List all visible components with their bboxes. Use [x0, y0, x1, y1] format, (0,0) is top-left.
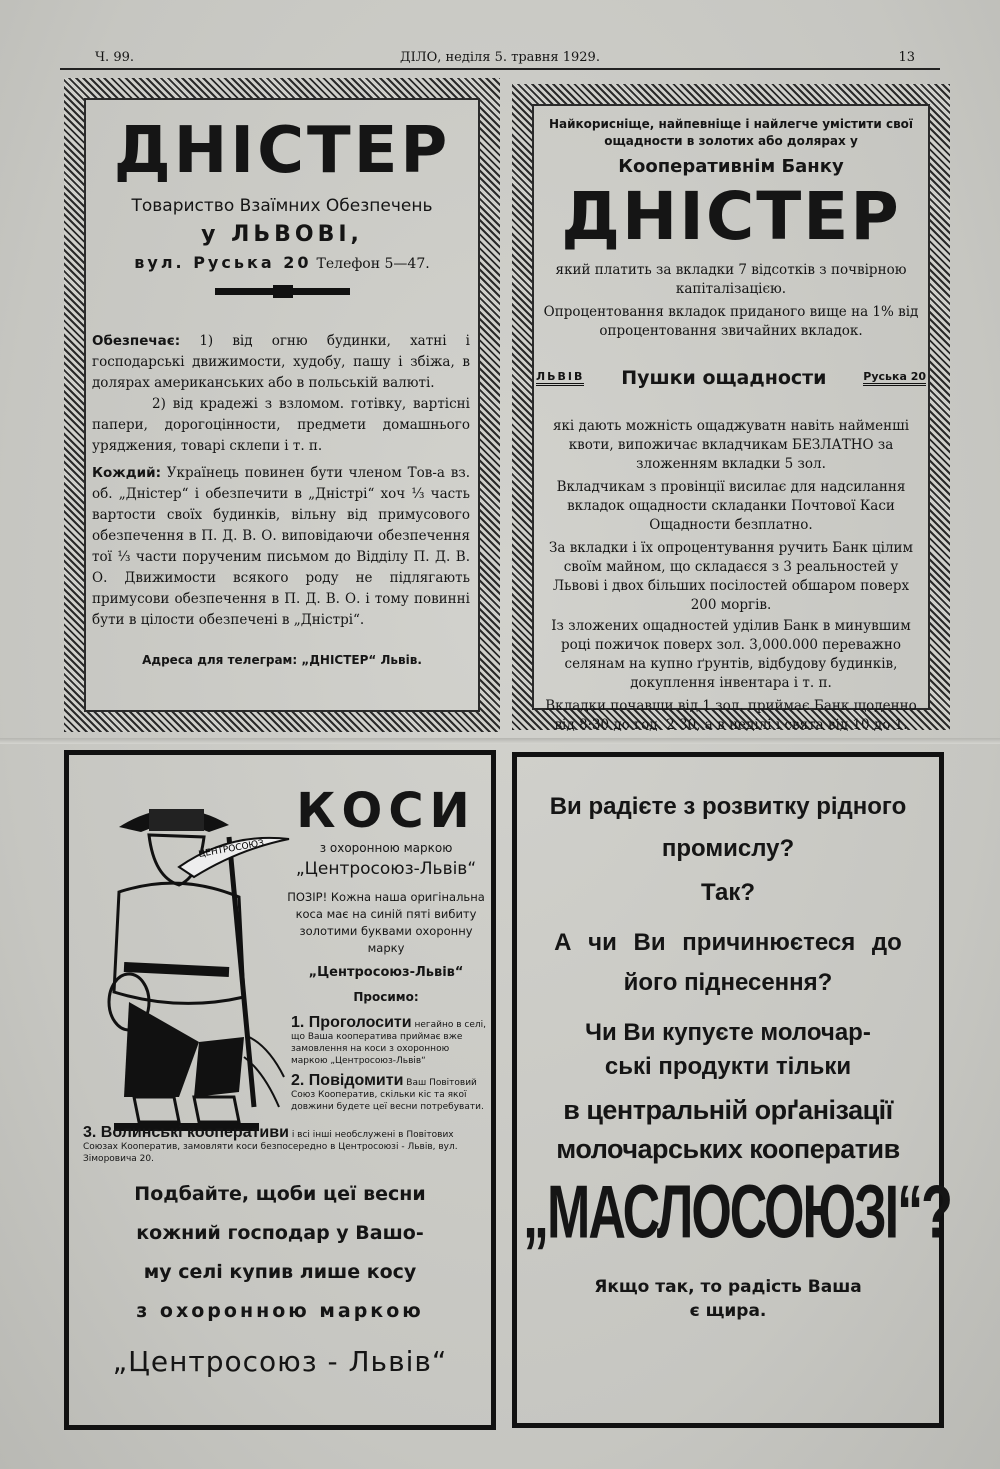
ad3-item-2-text: Ваш Повітовий Союз Кооператив, скільки кіс та якої довжини будете цеї весни потребувати. [291, 1078, 484, 1112]
ad-dnister-insurance [64, 78, 500, 732]
ad2-piggy-heading-row [532, 367, 930, 389]
newspaper-title: ДІЛО, неділя 5. травня 1929. [400, 50, 600, 65]
ad3-slogan-4: з охоронною маркою [136, 1300, 424, 1322]
ad3-title: КОСИ [296, 783, 476, 839]
ad1-telegram: Адреса для телеграм: „ДНІСТЕР“ Львів. [142, 653, 422, 667]
ad2-left-tag: ЛЬВІВ [536, 370, 584, 386]
ad3-brand3: „Центросоюз - Львів“ [112, 1345, 448, 1378]
ad3-pozir: ПОЗІР! Кожна наша оригінальна коса має на синій пяті вибиту золотими буквами охоронну марку [287, 890, 485, 955]
ad-maslosoyuz [512, 752, 951, 1428]
ad4-line-1: Ви радієте з розвитку рідного [549, 793, 907, 820]
ad1-body [84, 331, 480, 631]
ad1-label-3: Кождий: [92, 465, 161, 481]
ad3-slogan-1: Подбайте, щоби цеї весни [134, 1183, 426, 1205]
ad3-prosymo: Просимо: [353, 990, 419, 1004]
farmer-with-scythe-illustration [79, 777, 294, 1147]
ad4-line-6: Чи Ви купуєте молочар- [585, 1019, 871, 1046]
ad3-item-1-head: 1. Проголосити [291, 1014, 412, 1031]
ad-dnister-bank [512, 84, 950, 733]
ad2-body-top [532, 261, 930, 341]
ad4-line-9: молочарських кооператив [556, 1134, 900, 1164]
ad2-intro: Найкорисніще, найпевніще і найлегче умістити свої ощадности в золотих або долярах у [548, 117, 914, 148]
ad1-street: вул. Руська 20 [134, 253, 312, 272]
ad3-item-1 [291, 1014, 487, 1067]
ad1-label-1: Обезпечає: [92, 333, 181, 349]
ad1-para-1 [92, 331, 470, 394]
ad2-right-tag: Руська 20 [863, 370, 926, 386]
ad3-item-3-head: 3. Волинські кооперативи [83, 1124, 289, 1141]
ad3-right-column [287, 785, 485, 1004]
ad3-slogan-3: му селі купив лише косу [143, 1261, 417, 1283]
ad1-subtitle: Товариство Взаїмних Обезпечень [131, 196, 433, 216]
issue-number: Ч. 99. [95, 50, 134, 65]
ad3-sub: з охоронною маркою [319, 841, 453, 855]
ad4-text [523, 793, 951, 1321]
ad3-item-3-text: і всі інші необслужені в Повітових Союзах Кооператив, замовляти коси безпосередно в Центросоюзі - Львів, вул. Зіморовича 20. [83, 1130, 458, 1164]
scythe-brand-label: ЦЕНТРОСОЮЗ [197, 838, 265, 860]
page-fold [0, 738, 1000, 744]
ad1-para-3 [92, 463, 470, 631]
ad4-line-10: „МАСЛОСОЮЗІ“? [523, 1170, 951, 1256]
ad4-line-4: А чи Ви причинюєтеся до [554, 929, 902, 956]
ad3-brand2: „Центросоюз-Львів“ [308, 965, 464, 980]
ad4-line-12: є щира. [689, 1301, 767, 1321]
decorative-rule [215, 288, 350, 295]
ad4-line-2: промислу? [661, 835, 795, 862]
ad2-bank: Кооперативнім Банку [618, 156, 844, 177]
ad2-para-6: Із зложених ощадностей уділив Банк в минувшим році пожичок поверх зол. 3,000.000 переважно селянам на купно ґрунтів, відбудову будинків, докуплення інвентара і т. п. [551, 618, 911, 691]
ad1-para-2: 2) від крадежі з взломом. готівку, вартісні папери, дорогоцінности, предмети домашнього уряджения, товарі склепи і т. п. [92, 396, 470, 454]
ad4-line-3: Так? [700, 879, 756, 906]
ad3-brand: „Центросоюз-Львів“ [295, 859, 477, 879]
ad1-city: у ЛЬВОВІ, [201, 222, 363, 247]
ad4-line-5: його піднесення? [623, 969, 833, 996]
ad3-slogan-2: кожний господар у Вашо- [136, 1222, 424, 1244]
page-number: 13 [898, 50, 915, 65]
ad3-item-1-text: негайно в селі, що Ваша кооператива приймає вже замовлення на коси з охоронною маркою „Центросоюз-Львів“ [291, 1020, 486, 1066]
ad4-line-8: в центральній орґанізації [563, 1095, 893, 1125]
ad2-para-4: Вкладчикам з провінції висилає для надсилання вкладок ощадности складанки Почтової Каси Ощадности безплатно. [556, 479, 906, 533]
ad2-para-7: Вкладки почавши від 1 зол. приймає Банк щоденно від 8·30 до год. 2·30, а в неділі і свята від 10 до 1. [545, 698, 917, 733]
ad3-item-2 [291, 1072, 487, 1113]
ad-scythes [64, 750, 496, 1430]
ad3-item-2-head: 2. Повідомити [291, 1072, 404, 1089]
ad2-heading: Пушки ощадности [621, 367, 827, 389]
ad1-address [84, 253, 480, 272]
ad1-phone: Телефон 5—47. [316, 256, 430, 272]
ad2-body [532, 417, 930, 735]
ad4-line-7: ські продукти тільки [604, 1053, 852, 1080]
ad1-brand: ДНІСТЕР [113, 114, 451, 188]
page-header [60, 48, 940, 70]
ad2-para-2: Опроцентовання вкладок приданого вище на 1% від опроцентовання звичайних вкладок. [543, 304, 919, 339]
ad2-brand: ДНІСТЕР [561, 178, 901, 255]
ad3-slogan [79, 1175, 481, 1331]
ad2-para-5: За вкладки і їх опроцентування ручить Банк цілим своїм майном, що складаєся з 3 реальностей у Львові і двох більших посілостей обшаром поверх 200 моргів. [548, 540, 914, 613]
ad4-line-11: Якщо так, то радість Ваша [594, 1277, 862, 1297]
ad3-instructions [291, 1014, 487, 1113]
ad2-para-3: які дають можність ощаджуватн навіть найменші квоти, випожичає вкладчикам БЕЗЛАТНО за зложенням вкладки 5 зол. [552, 418, 910, 472]
ad2-para-1: який платить за вкладки 7 відсотків з почвірною капіталізацією. [555, 262, 907, 297]
ad1-text-1: 1) від огню будинки, хатні і господарські движимости, худобу, пашу і збіжа, в долярах американських або в польській валюті. [92, 333, 470, 391]
ad3-item-3 [83, 1124, 483, 1165]
ad1-text-3: Українець повинен бути членом Тов-а вз. об. „Дністер“ і обезпечити в „Дністрі“ хоч ⅓ часть вартости своїх будинків, вільну від примусового обезпечення в П. Д. В. О. виповідаючи обезпечення тої ⅓ части порученим письмом до Відділу П. Д. В. О. Движимости всякого роду не підлягають примусови обезпечення в П. Д. В. О. і тому повинні бути в цілости обезпечені в „Дністрі“. [92, 465, 470, 628]
